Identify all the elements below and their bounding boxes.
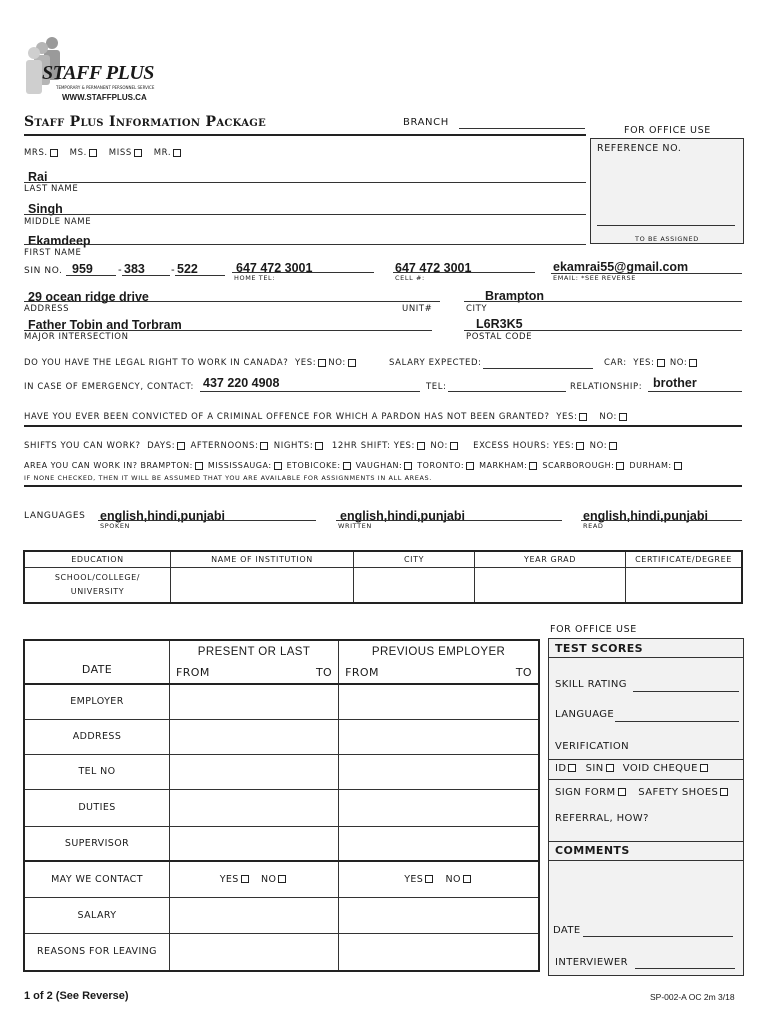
convicted-no-checkbox[interactable]: [619, 413, 627, 421]
emp-previous-employer[interactable]: [339, 684, 539, 719]
intersection-value[interactable]: Father Tobin and Torbram: [28, 318, 182, 332]
page-number: 1 of 2 (See Reverse): [24, 990, 129, 1002]
title-mrs[interactable]: MRS.: [24, 148, 60, 158]
title-rule: [24, 134, 586, 136]
edu-header-certificate: CERTIFICATE/DEGREE: [626, 551, 743, 567]
sign-form-checkbox[interactable]: [618, 788, 626, 796]
section-rule-2: [24, 485, 742, 487]
area-mississauga-checkbox[interactable]: [274, 462, 282, 470]
areas-row: AREA YOU CAN WORK IN? BRAMPTON: MISSISSAUGA: ETOBICOKE: VAUGHAN: TORONTO: MARKHAM: SCARBOROUGH: DURHAM:: [24, 461, 684, 470]
excess-yes-checkbox[interactable]: [576, 442, 584, 450]
office-divider: [549, 759, 743, 760]
convicted-yes-checkbox[interactable]: [579, 413, 587, 421]
emp-previous-address[interactable]: [339, 719, 539, 754]
salary-expected-field[interactable]: [483, 368, 593, 369]
sin-part-2[interactable]: 383: [124, 262, 145, 276]
cell-label: CELL #:: [395, 274, 425, 282]
written-value[interactable]: english,hindi,punjabi: [340, 509, 465, 523]
emp-previous-tel[interactable]: [339, 754, 539, 789]
sin-checkbox[interactable]: [606, 764, 614, 772]
emp-previous-dates[interactable]: FROM TO: [339, 662, 539, 684]
safety-shoes-checkbox[interactable]: [720, 788, 728, 796]
excess-no-checkbox[interactable]: [609, 442, 617, 450]
edu-row-label: SCHOOL/COLLEGE/ UNIVERSITY: [24, 567, 171, 603]
education-table: [23, 550, 743, 604]
office-use-panel: [548, 638, 744, 976]
first-name-value[interactable]: Ekamdeep: [28, 234, 91, 248]
verification-label: VERIFICATION: [555, 741, 630, 752]
office-divider: [549, 860, 743, 861]
branch-field[interactable]: [459, 128, 585, 129]
brand-tagline: TEMPORARY & PERMANENT PERSONNEL SERVICE: [56, 85, 155, 90]
sin-part-1[interactable]: 959: [72, 262, 93, 276]
legal-yes-checkbox[interactable]: [318, 359, 326, 367]
emergency-label: IN CASE OF EMERGENCY, CONTACT:: [24, 382, 194, 392]
read-line: [581, 520, 742, 521]
sin-line-2: [122, 275, 170, 276]
convicted-question: HAVE YOU EVER BEEN CONVICTED OF A CRIMINAL OFFENCE FOR WHICH A PARDON HAS NOT BEEN GRANTED? YES: NO:: [24, 412, 629, 422]
email-value[interactable]: ekamrai55@gmail.com: [553, 260, 689, 274]
email-label: EMAIL: *SEE REVERSE: [553, 274, 636, 282]
language-field[interactable]: [615, 721, 739, 722]
contact-previous-yes-checkbox[interactable]: [425, 875, 433, 883]
office-divider: [549, 841, 743, 842]
written-line: [336, 520, 562, 521]
emp-row-address: ADDRESS: [24, 719, 170, 754]
first-name-line: [24, 244, 586, 245]
area-markham-checkbox[interactable]: [529, 462, 537, 470]
emp-row-salary: SALARY: [24, 897, 170, 933]
edu-year-field[interactable]: [475, 567, 626, 603]
language-label: LANGUAGE: [555, 709, 615, 720]
relationship-label: RELATIONSHIP:: [570, 382, 643, 392]
address-value[interactable]: 29 ocean ridge drive: [28, 290, 149, 304]
car-yes-checkbox[interactable]: [657, 359, 665, 367]
checkbox-icon[interactable]: [134, 149, 142, 157]
edu-header-education: EDUCATION: [24, 551, 171, 567]
intersection-label: MAJOR INTERSECTION: [24, 332, 129, 342]
languages-label: LANGUAGES: [24, 511, 86, 521]
emp-previous-contact: YES NO: [339, 861, 539, 897]
emp-present-reasons[interactable]: [170, 933, 339, 971]
address-line: [24, 301, 440, 302]
cell-value[interactable]: 647 472 3001: [395, 261, 472, 275]
emp-present-address[interactable]: [170, 719, 339, 754]
tel-field[interactable]: [448, 391, 566, 392]
last-name-value[interactable]: Rai: [28, 170, 48, 184]
emp-present-tel[interactable]: [170, 754, 339, 789]
car-no-checkbox[interactable]: [689, 359, 697, 367]
date-field[interactable]: [583, 936, 733, 937]
comments-label: COMMENTS: [555, 844, 630, 857]
emp-present-supervisor[interactable]: [170, 826, 339, 861]
to-be-assigned-label: TO BE ASSIGNED: [635, 235, 699, 243]
edu-city-field[interactable]: [354, 567, 475, 603]
relationship-value[interactable]: brother: [653, 376, 697, 390]
legal-right-question: DO YOU HAVE THE LEGAL RIGHT TO WORK IN CANADA? YES: NO:: [24, 358, 358, 368]
shift-nights-checkbox[interactable]: [315, 442, 323, 450]
section-rule-1: [24, 425, 742, 427]
shift-days-checkbox[interactable]: [177, 442, 185, 450]
emp-present-contact: YES NO: [170, 861, 339, 897]
reference-box: [590, 138, 744, 244]
spoken-value[interactable]: english,hindi,punjabi: [100, 509, 225, 523]
emp-row-employer: EMPLOYER: [24, 684, 170, 719]
sin-part-3[interactable]: 522: [177, 262, 198, 276]
city-line: [464, 301, 742, 302]
edu-header-institution: NAME OF INSTITUTION: [171, 551, 354, 567]
read-value[interactable]: english,hindi,punjabi: [583, 509, 708, 523]
area-toronto-checkbox[interactable]: [466, 462, 474, 470]
home-tel-label: HOME TEL:: [234, 274, 276, 282]
sin-label: SIN NO.: [24, 266, 63, 276]
address-label: ADDRESS: [24, 304, 70, 314]
title-ms[interactable]: MS.: [70, 148, 99, 158]
emp-present-employer[interactable]: [170, 684, 339, 719]
postal-label: POSTAL CODE: [466, 332, 533, 342]
reference-label: REFERENCE NO.: [597, 143, 682, 154]
skill-rating-label: SKILL RATING: [555, 679, 627, 690]
emp-row-supervisor: SUPERVISOR: [24, 826, 170, 861]
sin-dash-2: -: [171, 264, 175, 276]
read-label: READ: [583, 522, 604, 530]
emp-previous-salary[interactable]: [339, 897, 539, 933]
skill-rating-field[interactable]: [633, 691, 739, 692]
home-tel-line: [232, 272, 374, 273]
employment-table: [23, 639, 540, 972]
edu-header-city: CITY: [354, 551, 475, 567]
sign-form-checks: SIGN FORM SAFETY SHOES: [555, 787, 730, 798]
office-divider: [549, 779, 743, 780]
legal-no-checkbox[interactable]: [348, 359, 356, 367]
city-value[interactable]: Brampton: [485, 289, 545, 303]
verification-checks: ID SIN VOID CHEQUE: [555, 763, 710, 774]
edu-institution-field[interactable]: [171, 567, 354, 603]
emergency-value[interactable]: 437 220 4908: [203, 376, 280, 390]
office-use-header: FOR OFFICE USE: [624, 125, 711, 136]
checkbox-icon[interactable]: [89, 149, 97, 157]
branch-label: BRANCH: [403, 117, 449, 128]
title-mr[interactable]: MR.: [154, 148, 183, 158]
spoken-label: SPOKEN: [100, 522, 130, 530]
intersection-line: [24, 330, 432, 331]
emp-previous-supervisor[interactable]: [339, 826, 539, 861]
home-tel-value[interactable]: 647 472 3001: [236, 261, 313, 275]
emp-previous-duties[interactable]: [339, 789, 539, 826]
title-miss[interactable]: MISS: [109, 148, 144, 158]
salary-expected-label: SALARY EXPECTED:: [389, 358, 482, 368]
shift-afternoons-checkbox[interactable]: [260, 442, 268, 450]
referral-label: REFERRAL, HOW?: [555, 813, 649, 824]
id-checkbox[interactable]: [568, 764, 576, 772]
city-label: CITY: [466, 304, 488, 314]
area-scarborough-checkbox[interactable]: [616, 462, 624, 470]
emergency-line: [200, 391, 420, 392]
test-scores-label: TEST SCORES: [555, 642, 643, 655]
sin-line-3: [175, 275, 225, 276]
brand-name: STAFF PLUS: [42, 62, 154, 84]
checkbox-icon[interactable]: [173, 149, 181, 157]
emp-previous-reasons[interactable]: [339, 933, 539, 971]
emp-present-header: PRESENT OR LAST: [170, 640, 339, 662]
contact-previous-no-checkbox[interactable]: [463, 875, 471, 883]
area-durham-checkbox[interactable]: [674, 462, 682, 470]
checkbox-icon[interactable]: [50, 149, 58, 157]
sin-line-1: [66, 275, 116, 276]
spoken-line: [98, 520, 316, 521]
cell-line: [393, 272, 535, 273]
relationship-line: [648, 391, 742, 392]
reference-field[interactable]: [597, 225, 735, 226]
interviewer-label: INTERVIEWER: [555, 957, 628, 968]
shift-12hr-yes-checkbox[interactable]: [417, 442, 425, 450]
sin-dash-1: -: [118, 264, 122, 276]
shifts-row: SHIFTS YOU CAN WORK? DAYS: AFTERNOONS: NIGHTS: 12HR SHIFT: YES: NO: EXCESS HOURS: YES: NO:: [24, 441, 619, 451]
area-etobicoke-checkbox[interactable]: [343, 462, 351, 470]
first-name-label: FIRST NAME: [24, 248, 82, 258]
edu-certificate-field[interactable]: [626, 567, 743, 603]
void-cheque-checkbox[interactable]: [700, 764, 708, 772]
emp-row-duties: DUTIES: [24, 789, 170, 826]
emp-present-dates[interactable]: FROM TO: [170, 662, 339, 684]
area-vaughan-checkbox[interactable]: [404, 462, 412, 470]
office-divider: [549, 657, 743, 658]
emp-present-salary[interactable]: [170, 897, 339, 933]
contact-present-no-checkbox[interactable]: [278, 875, 286, 883]
tel-label: TEL:: [426, 382, 447, 392]
middle-name-value[interactable]: Singh: [28, 202, 63, 216]
form-code: SP-002-A OC 2m 3/18: [650, 992, 735, 1002]
emp-row-reasons: REASONS FOR LEAVING: [24, 933, 170, 971]
emp-present-duties[interactable]: [170, 789, 339, 826]
middle-name-label: MIDDLE NAME: [24, 217, 92, 227]
emp-date-header: DATE: [24, 640, 170, 684]
interviewer-field[interactable]: [635, 968, 735, 969]
form-title: Staff Plus Information Package: [24, 114, 267, 130]
brand-url: WWW.STAFFPLUS.CA: [62, 93, 147, 102]
office-use-bottom-header: FOR OFFICE USE: [550, 624, 637, 635]
written-label: WRITTEN: [338, 522, 372, 530]
emp-row-tel: TEL NO: [24, 754, 170, 789]
areas-note: IF NONE CHECKED, THEN IT WILL BE ASSUMED THAT YOU ARE AVAILABLE FOR ASSIGNMENTS IN ALL AREAS.: [24, 474, 432, 482]
postal-value[interactable]: L6R3K5: [476, 317, 523, 331]
title-options: [24, 148, 183, 158]
date-label: DATE: [553, 925, 581, 936]
car-question: CAR: YES: NO:: [604, 358, 699, 368]
emp-row-contact: MAY WE CONTACT: [24, 861, 170, 897]
last-name-line: [24, 182, 586, 183]
company-logo: [24, 36, 154, 102]
postal-line: [464, 330, 742, 331]
emp-previous-header: PREVIOUS EMPLOYER: [339, 640, 539, 662]
shift-12hr-no-checkbox[interactable]: [450, 442, 458, 450]
last-name-label: LAST NAME: [24, 184, 79, 194]
area-brampton-checkbox[interactable]: [195, 462, 203, 470]
unit-label: UNIT#: [402, 304, 433, 314]
contact-present-yes-checkbox[interactable]: [241, 875, 249, 883]
middle-name-line: [24, 214, 586, 215]
edu-header-year: YEAR GRAD: [475, 551, 626, 567]
